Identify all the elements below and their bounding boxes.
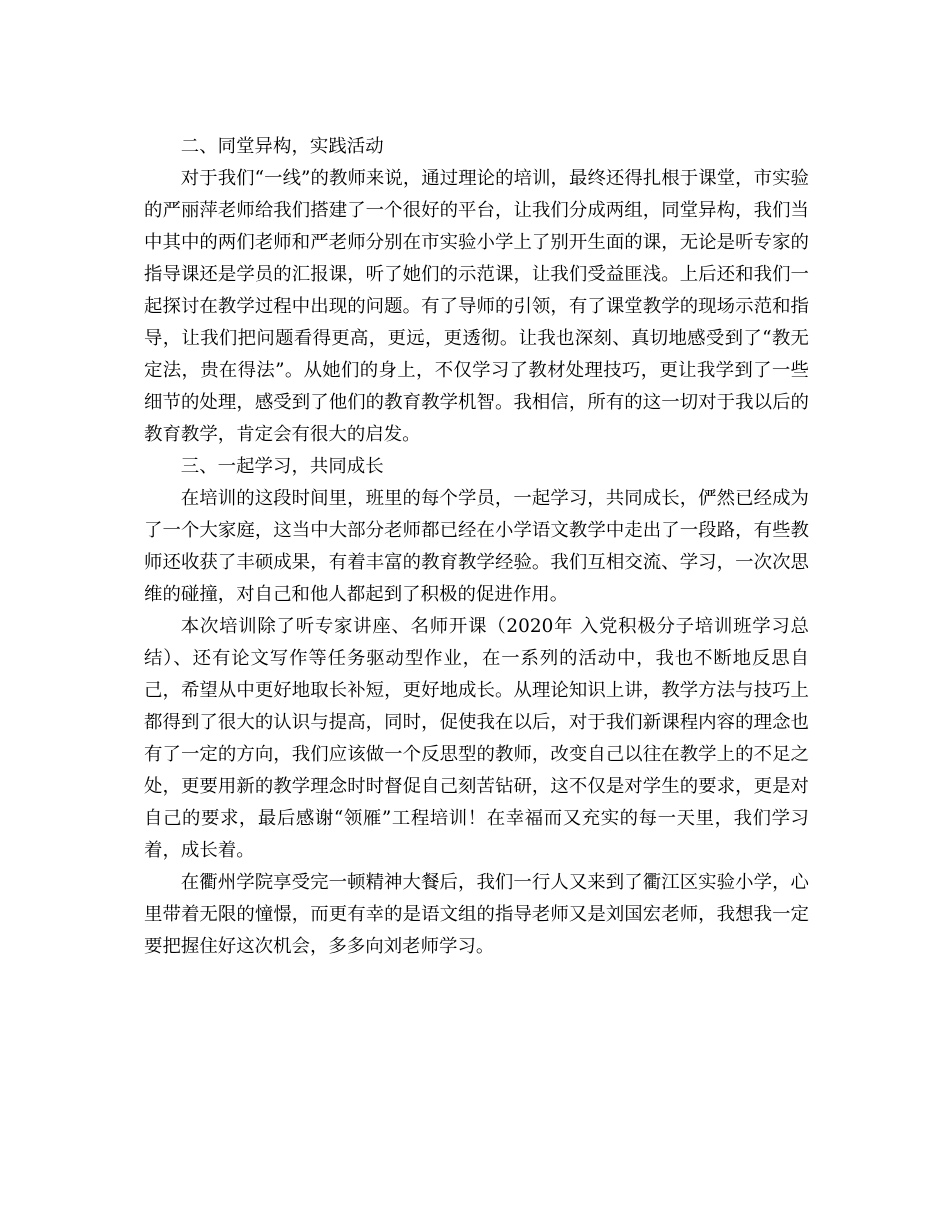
body-paragraph: 对于我们“一线”的教师来说，通过理论的培训，最终还得扎根于课堂，市实验的严丽萍老师给我们搭建了一个很好的平台，让我们分成两组，同堂异构，我们当中其中的两们老师和严老师分别在市实验小学上了别开生面的课，无论是听专家的指导课还是学员的汇报课，听了她们的示范课，让我们受益匪浅。上后还和我们一起探讨在教学过程中出现的问题。有了导师的引领，有了课堂教学的现场示范和指导，让我们把问题看得更高，更远，更透彻。让我也深刻、真切地感受到了“教无定法，贵在得法”。从她们的身上，不仅学习了教材处理技巧，更让我学到了一些细节的处理，感受到了他们的教育教学机智。我相信，所有的这一切对于我以后的教育教学，肯定会有很大的启发。 — [144, 168, 809, 445]
body-paragraph: 在衢州学院享受完一顿精神大餐后，我们一行人又来到了衢江区实验小学，心里带着无限的憧憬，而更有幸的是语文组的指导老师又是刘国宏老师，我想我一定要把握住好这次机会，多多向刘老师学习。 — [144, 872, 809, 957]
body-paragraph: 在培训的这段时间里，班里的每个学员，一起学习，共同成长，俨然已经成为了一个大家庭，这当中大部分老师都已经在小学语文教学中走出了一段路，有些教师还收获了丰硕成果，有着丰富的教育教学经验。我们互相交流、学习，一次次思维的碰撞，对自己和他人都起到了积极的促进作用。 — [144, 488, 809, 605]
body-paragraph: 本次培训除了听专家讲座、名师开课（2020年 入党积极分子培训班学习总结）、还有论文写作等任务驱动型作业，在一系列的活动中，我也不断地反思自己，希望从中更好地取长补短，更好地成长。从理论知识上讲，教学方法与技巧上都得到了很大的认识与提高，同时，促使我在以后，对于我们新课程内容的理念也有了一定的方向，我们应该做一个反思型的教师，改变自己以往在教学上的不足之处，更要用新的教学理念时时督促自己刻苦钻研，这不仅是对学生的要求，更是对自己的要求，最后感谢“领雁”工程培训！在幸福而又充实的每一天里，我们学习着，成长着。 — [144, 616, 809, 861]
section-heading: 三、一起学习，共同成长 — [180, 456, 384, 477]
section-heading: 二、同堂异构，实践活动 — [180, 136, 384, 157]
document-body — [144, 131, 809, 963]
